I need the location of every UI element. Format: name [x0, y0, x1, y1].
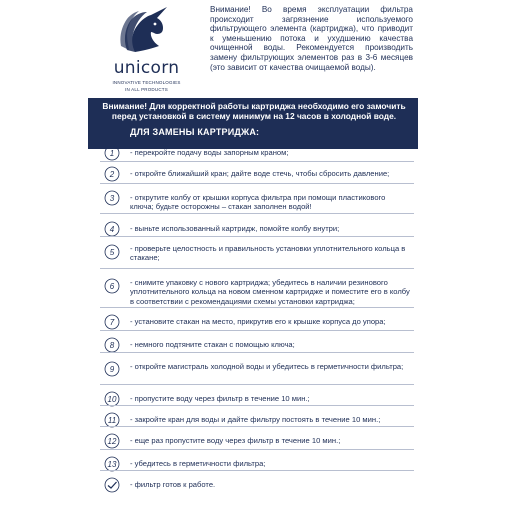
step-divider — [100, 183, 414, 184]
step-number — [104, 337, 120, 353]
brand-tagline-2: IN ALL PRODUCTS — [125, 87, 168, 92]
maintenance-warning: Внимание! Во время эксплуатации фильтра происходит загрязнение используемого фильтрующего элемента (картриджа), что приводит к уменьшению потока и ухудшению качества очищенной воды. Рекомендуется производить замену фильтрующих элементов раз в 3-6 месяцев (это зависит от качества очищаемой воды). — [210, 5, 413, 72]
step-number-label: 9 — [109, 364, 115, 374]
step-divider — [100, 236, 414, 237]
step-number-label: 6 — [109, 281, 115, 291]
step-divider — [100, 213, 414, 214]
step-number-label: 2 — [109, 169, 115, 179]
step-divider — [100, 470, 414, 471]
step-number — [104, 145, 120, 161]
step-text: - закройте кран для воды и дайте фильтру постоять в течение 10 мин.; — [130, 415, 381, 424]
step-divider — [100, 161, 414, 162]
step-number-label: 3 — [109, 193, 115, 203]
brand-name: unicorn — [113, 58, 180, 78]
step-text: - снимите упаковку с нового картриджа; убедитесь в наличии резинового уплотнительного кольца на новом сменном картридже и поместите его в колбу в соответствии с рекомендациями схемы установки картриджа; — [130, 278, 410, 306]
step-number — [104, 244, 120, 260]
brand-logo — [94, 6, 199, 94]
step-divider — [100, 426, 414, 427]
step-divider — [100, 384, 414, 385]
step-number — [104, 166, 120, 182]
step-divider — [100, 449, 414, 450]
step-divider — [100, 307, 414, 308]
step-number — [104, 190, 120, 206]
step-number — [104, 314, 120, 330]
step-number-label: 1 — [109, 148, 115, 158]
step-number-label: 8 — [109, 340, 115, 350]
step-text: - убедитесь в герметичности фильтра; — [130, 459, 266, 468]
step-text: - пропустите воду через фильтр в течение 10 мин.; — [130, 394, 310, 403]
step-number-label: 7 — [109, 317, 115, 327]
step-text: - еще раз пропустите воду через фильтр в течение 10 мин.; — [130, 436, 341, 445]
step-number-label: 5 — [109, 247, 115, 257]
step-text: - открутите колбу от крышки корпуса фильтра при помощи пластикового ключа; будьте осторожны – стакан заполнен водой! — [130, 193, 386, 212]
step-number-label: 13 — [107, 459, 117, 469]
step-divider — [100, 268, 414, 269]
step-text: - установите стакан на место, прикрутив его к крышке корпуса до упора; — [130, 317, 386, 326]
step-number-label: 10 — [107, 394, 117, 404]
step-number — [104, 221, 120, 237]
step-divider — [100, 330, 414, 331]
step-number-label: 4 — [109, 224, 115, 234]
replacement-title: ДЛЯ ЗАМЕНЫ КАРТРИДЖА: — [130, 127, 260, 137]
brand-tagline-1: INNOVATIVE TECHNOLOGIES — [112, 80, 181, 85]
step-text: - фильтр готов к работе. — [130, 480, 216, 489]
header — [88, 0, 418, 96]
check-icon — [104, 477, 120, 493]
step-divider — [100, 352, 414, 353]
step-text: - проверьте целостность и правильность установки уплотнительного кольца в стакане; — [130, 244, 406, 263]
step-text: - выньте использованный картридж, помойте колбу внутри; — [130, 224, 340, 233]
step-text: - откройте ближайший кран; дайте воде стечь, чтобы сбросить давление; — [130, 169, 390, 178]
step-number — [104, 433, 120, 449]
soak-warning-banner — [88, 98, 418, 149]
step-number — [104, 361, 120, 377]
step-number-label: 11 — [107, 415, 117, 425]
step-text: - немного подтяните стакан с помощью ключа; — [130, 340, 295, 349]
step-text: - откройте магистраль холодной воды и убедитесь в герметичности фильтра; — [130, 362, 404, 371]
step-number-label: 12 — [107, 436, 117, 446]
step-divider — [100, 405, 414, 406]
instruction-card — [88, 0, 418, 508]
step-number — [104, 278, 120, 294]
step-text: - перекройте подачу воды запорным краном; — [130, 148, 289, 157]
circle-badge-icon — [104, 477, 120, 493]
unicorn-head-logo-icon — [117, 6, 177, 56]
soak-warning-text: Внимание! Для корректной работы картриджа необходимо его замочить перед установкой в систему минимум на 12 часов в холодной воде. — [102, 101, 406, 121]
